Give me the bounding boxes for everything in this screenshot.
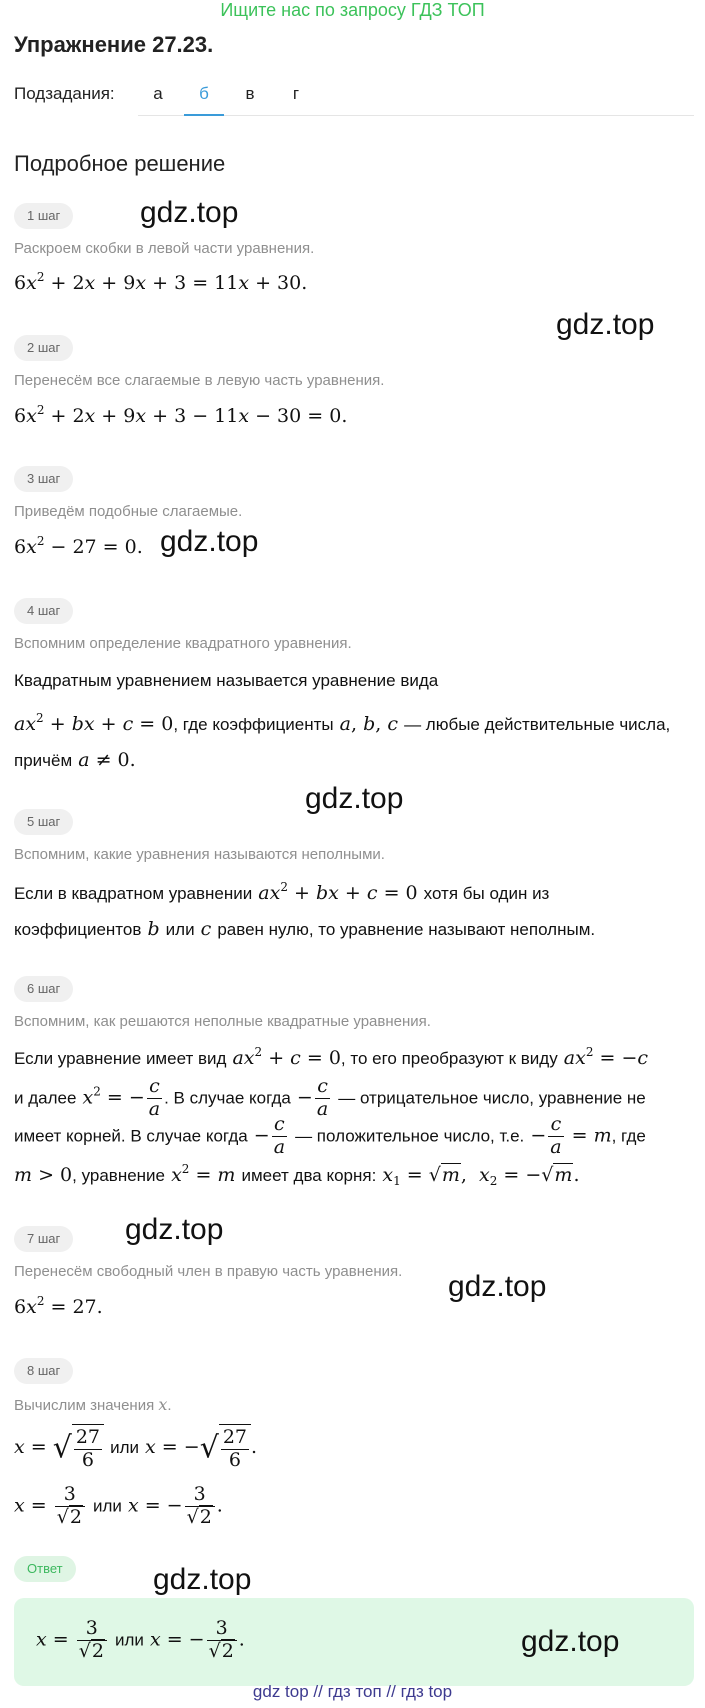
- step-6-text-tworoots: имеет два корня:: [241, 1166, 377, 1185]
- step-4-condition-line: причём a ≠ 0.: [14, 749, 136, 771]
- step-4-badge: 4 шаг: [14, 598, 73, 624]
- step-6-text-equation: , уравнение: [72, 1166, 166, 1185]
- step-4-text-definition: Квадратным уравнением называется уравнение вида: [14, 671, 439, 690]
- step-1-desc: Раскроем скобки в левой части уравнения.: [14, 240, 315, 257]
- step-6-line-1: Если уравнение имеет вид $ax^2 + c = 0$, то его преобразуют к виду $ax^2 = -c$: [14, 1045, 649, 1069]
- step-8-or-2: или: [92, 1496, 122, 1516]
- step-6-text-transform: , то его преобразуют к виду: [340, 1049, 558, 1068]
- step-8-badge: 8 шаг: [14, 1358, 73, 1384]
- watermark: gdz.top: [125, 1213, 224, 1246]
- step-6-text-noroots: имеет корней. В случае когда: [14, 1126, 248, 1146]
- step-2-desc: Перенесём все слагаемые в левую часть уравнения.: [14, 372, 385, 389]
- tab-g[interactable]: г: [292, 84, 300, 103]
- step-3-equation: $6x^2 - 27 = 0$.: [14, 534, 143, 558]
- step-8-equation-1: x = √ $\frac{27}{6}$ или x = −√ $\frac{27}{6}$ .: [14, 1426, 258, 1471]
- tab-a[interactable]: а: [153, 84, 163, 103]
- step-4-desc: Вспомним определение квадратного уравнения.: [14, 635, 352, 652]
- step-4-text-also: причём: [14, 751, 73, 770]
- step-8-desc-text: Вычислим значения: [14, 1397, 155, 1414]
- footer-links: gdz top // гдз топ // гдз top: [252, 1682, 453, 1701]
- step-6-line-3: имеет корней. В случае когда − $\frac{c}{a}$ — положительное число, т.е. − $\frac{c}{a}$ = m, где: [14, 1113, 646, 1158]
- section-title: Подробное решение: [14, 151, 226, 176]
- step-6-line-2: и далее $x^2$ = − $\frac{c}{a}$ . В случае когда − $\frac{c}{a}$ — отрицательное число, уравнение не: [14, 1075, 646, 1120]
- step-4-text-real: — любые действительные числа,: [404, 715, 671, 734]
- step-5-text-atleast: хотя бы один из: [423, 884, 550, 903]
- step-5-text-coeffs: коэффициентов: [14, 920, 142, 939]
- answer-badge: Ответ: [14, 1556, 76, 1582]
- step-8-or-1: или: [110, 1437, 139, 1457]
- step-3-desc: Приведём подобные слагаемые.: [14, 503, 243, 520]
- step-6-badge: 6 шаг: [14, 976, 73, 1002]
- step-5-line-1: Если в квадратном уравнении $ax^2$ + bx + c = 0 хотя бы один из: [14, 880, 550, 904]
- step-5-line-2: коэффициентов b или c равен нулю, то уравнение называют неполным.: [14, 918, 596, 940]
- step-5-text-if: Если в квадратном уравнении: [14, 884, 253, 903]
- step-6-text-negative: — отрицательное число, уравнение не: [338, 1088, 646, 1108]
- answer-or: или: [114, 1630, 144, 1650]
- step-6-desc: Вспомним, как решаются неполные квадратные уравнения.: [14, 1013, 431, 1030]
- step-7-badge: 7 шаг: [14, 1226, 73, 1252]
- watermark: gdz.top: [305, 782, 404, 815]
- watermark: gdz.top: [140, 196, 239, 229]
- step-4-text-coeffs: где коэффициенты: [182, 715, 334, 734]
- exercise-title: Упражнение 27.23.: [14, 32, 214, 57]
- watermark: gdz.top: [556, 308, 655, 341]
- step-1-equation: $6x^2 + 2x + 9x + 3 = 11x + 30$.: [14, 270, 308, 294]
- step-2-badge: 2 шаг: [14, 335, 73, 361]
- watermark: gdz.top: [153, 1563, 252, 1596]
- search-banner: Ищите нас по запросу ГДЗ ТОП: [220, 0, 485, 20]
- step-6-text-case: . В случае когда: [164, 1088, 291, 1108]
- answer-equation: x = $\frac{3}{√2}$ или x = − $\frac{3}{√2}$ .: [36, 1617, 245, 1662]
- step-5-text-zero: равен нулю, то уравнение называют неполным.: [217, 920, 596, 939]
- step-5-text-or: или: [165, 920, 195, 939]
- tab-v[interactable]: в: [245, 84, 255, 103]
- step-2-equation: $6x^2 + 2x + 9x + 3 - 11x - 30 = 0$.: [14, 403, 348, 427]
- watermark: gdz.top: [448, 1270, 547, 1303]
- step-1-badge: 1 шаг: [14, 203, 73, 229]
- step-6-text-positive: — положительное число, т.е.: [295, 1126, 525, 1146]
- step-5-badge: 5 шаг: [14, 809, 73, 835]
- tab-b[interactable]: б: [184, 84, 224, 116]
- step-3-badge: 3 шаг: [14, 466, 73, 492]
- step-4-formula-line: $ax^2$ + bx + c = 0, где коэффициенты a, b, c — любые действительные числа,: [14, 711, 671, 735]
- watermark: gdz.top: [160, 525, 259, 558]
- step-8-desc: Вычислим значения x.: [14, 1395, 172, 1414]
- step-5-desc: Вспомним, какие уравнения называются неполными.: [14, 846, 385, 863]
- step-7-desc: Перенесём свободный член в правую часть уравнения.: [14, 1263, 403, 1280]
- watermark: gdz.top: [521, 1625, 620, 1658]
- step-7-equation: $6x^2 = 27$.: [14, 1294, 103, 1318]
- step-8-equation-2: x = $\frac{3}{√2}$ или x = − $\frac{3}{√2}$ .: [14, 1483, 223, 1528]
- subtasks-label: Подзадания:: [14, 84, 115, 103]
- step-6-line-4: m > 0, уравнение $x^2 = m$ имеет два корня: $x_1 = √m$, $x_2 = -√m$.: [14, 1162, 580, 1188]
- step-6-text-form: Если уравнение имеет вид: [14, 1049, 227, 1068]
- subtasks-bar: [14, 84, 694, 116]
- step-6-text-then: и далее: [14, 1088, 77, 1108]
- step-6-text-where: , где: [611, 1126, 646, 1146]
